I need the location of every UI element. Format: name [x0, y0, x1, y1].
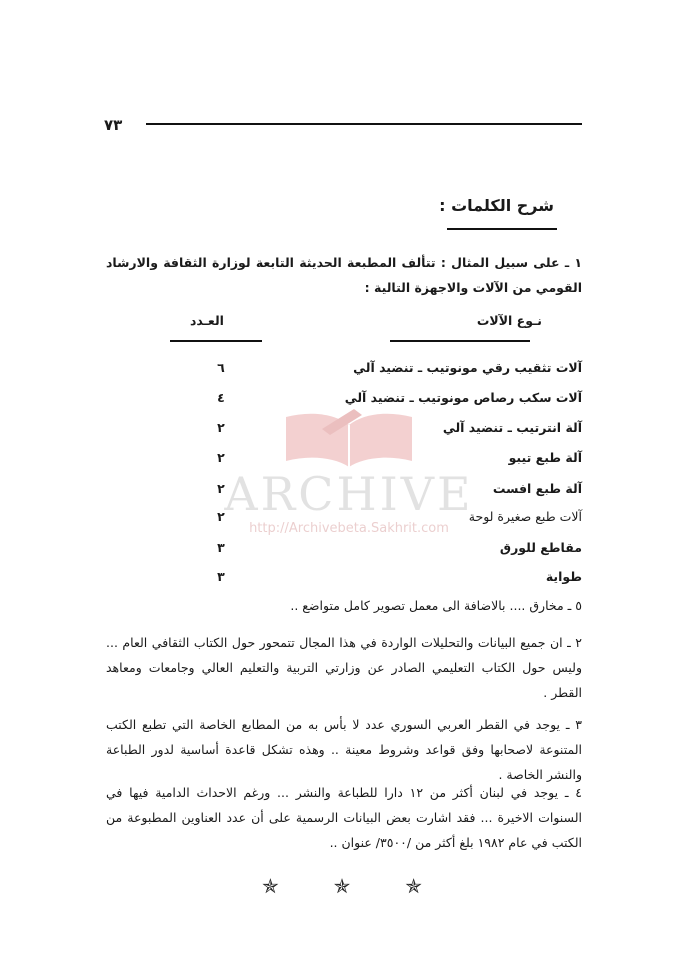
- table-row-count: ٣: [217, 540, 225, 555]
- section-title-underline: [447, 228, 557, 230]
- star-icon: ✯: [262, 874, 279, 898]
- paragraph-4: ٤ ـ يوجد في لبنان أكثر من ١٢ دارا للطباعة والنشر ... ورغم الاحداث الدامية فيها في السنوات الاخيرة ... فقد اشارت بعض البيانات الرسمية على أن عدد العناوين المطبوعة من الكتب في عام ١٩٨٢ بلغ أكثر من /٣٥٠٠/ عنوان ..: [106, 785, 582, 850]
- table-row-count: ٤: [217, 390, 225, 405]
- table-row-name: آلة طبع افست: [492, 481, 582, 496]
- table-row-name: آلة طبع تيبو: [508, 450, 582, 465]
- column-header-count: العـدد: [190, 313, 224, 328]
- watermark-url: http://Archivebeta.Sakhrit.com: [249, 521, 449, 536]
- table-row-name: آلة انترتيب ـ تنضيد آلي: [442, 420, 582, 435]
- watermark-text: ARCHIVE: [224, 467, 474, 521]
- table-row-name: آلات طبع صغيرة لوحة: [468, 509, 582, 524]
- star-icon: ✯: [405, 874, 422, 898]
- column-rule-count: [170, 340, 262, 342]
- table-row-count: ٢: [217, 481, 225, 496]
- item-5-line: ٥ ـ مخارق .... بالاضافة الى معمل تصوير كامل متواضع ..: [290, 598, 582, 613]
- header-rule: [146, 123, 582, 125]
- table-row-name: آلات تثقيب رقي مونوتيب ـ تنضيد آلي: [353, 360, 582, 375]
- page-number: ٧٣: [104, 116, 123, 134]
- paragraph-3: ٣ ـ يوجد في القطر العربي السوري عدد لا بأس به من المطابع الخاصة التي تطبع الكتب المتنوعة لاصحابها وفق قواعد وشروط معينة .. وهذه تشكل قاعدة أساسية لدور الطباعة والنشر الخاصة .: [106, 717, 582, 782]
- column-rule-type: [390, 340, 530, 342]
- table-row-name: طواية: [545, 569, 582, 584]
- table-row-count: ٢: [217, 450, 225, 465]
- table-row-count: ٦: [217, 360, 225, 375]
- open-book-logo-icon: [274, 405, 424, 467]
- table-row-count: ٣: [217, 569, 225, 584]
- paragraph-1: ١ ـ على سبيل المثال : تتألف المطبعة الحديثة التابعة لوزارة الثقافة والارشاد القومي من الآلات والاجهزة التالية :: [106, 255, 582, 295]
- table-row-name: آلات سكب رصاص مونوتيب ـ تنضيد آلي: [344, 390, 582, 405]
- paragraph-2: ٢ ـ ان جميع البيانات والتحليلات الواردة في هذا المجال تتمحور حول الكتاب الثقافي العام ... وليس حول الكتاب التعليمي الصادر عن وزارتي التربية والتعليم العالي وجامعات ومعاهد القطر .: [106, 635, 582, 700]
- section-title: شرح الكلمات :: [439, 196, 554, 215]
- star-icon: ✯: [333, 874, 351, 898]
- table-row-count: ٢: [217, 420, 225, 435]
- ornament-stars: [262, 874, 422, 898]
- table-row-count: ٢: [217, 509, 225, 524]
- column-header-type: نـوع الآلات: [476, 313, 542, 328]
- table-row-name: مقاطع للورق: [499, 540, 582, 555]
